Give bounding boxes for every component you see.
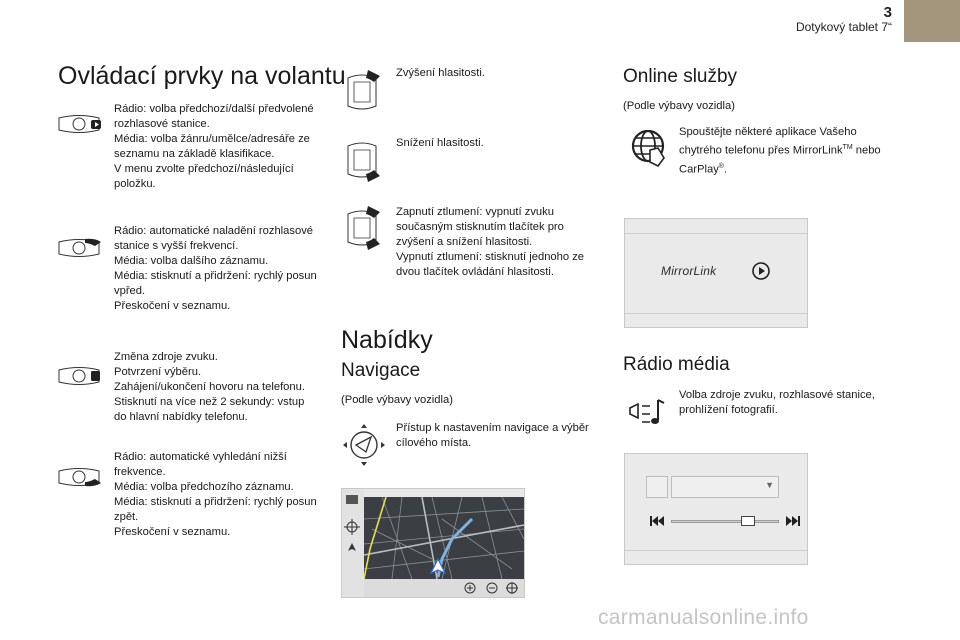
section-title-navigation: Navigace: [341, 360, 421, 381]
globe-hand-icon: [628, 128, 668, 168]
page-tab: [904, 0, 960, 42]
section-title-steering-controls: Ovládací prvky na volantu: [58, 62, 346, 90]
online-text: Spouštějte některé aplikace Vašeho chytrého telefonu přes MirrorLink™ nebo CarPlay®.: [679, 126, 881, 176]
navigation-note: (Podle výbavy vozidla): [341, 394, 453, 406]
steering-control-ok-icon: [55, 364, 103, 388]
navigation-map: [342, 489, 524, 597]
steering-control-down-icon: [55, 465, 103, 489]
steering-item-1-text: Rádio: volba předchozí/další předvolené rozhlasové stanice. Média: volba žánru/umělce/adresáře ze seznamu na základě klasifikace. V menu zvolte předchozí/následující položku.: [114, 103, 314, 190]
steering-control-mode-icon: [55, 112, 103, 136]
steering-item-4-text: Rádio: automatické vyhledání nižší frekvence. Média: volba předchozího záznamu. Média: stisknutí a přidržení: rychlý posun zpět. Přeskočení v seznamu.: [114, 451, 317, 538]
carplay-icon[interactable]: [751, 261, 771, 281]
volume-up-control-icon: [342, 68, 382, 114]
steering-control-up-icon: [55, 236, 103, 260]
radio-media-text: Volba zdroje zvuku, rozhlasové stanice, prohlížení fotografií.: [679, 389, 875, 416]
online-note: (Podle výbavy vozidla): [623, 100, 735, 112]
radio-media-screen: [624, 453, 808, 565]
navigation-icon: [342, 422, 386, 468]
music-note-icon: [628, 398, 668, 428]
volume-down-text: Snížení hlasitosti.: [396, 137, 484, 149]
seek-slider[interactable]: [671, 520, 779, 523]
source-select[interactable]: [671, 476, 779, 498]
running-title: Dotykový tablet 7“: [795, 20, 892, 34]
navigation-text: Přístup k nastavením navigace a výběr cílového místa.: [396, 422, 589, 449]
mute-text: Zapnutí ztlumení: vypnutí zvuku současným stisknutím tlačítek pro zvýšení a snížení hlasitosti. Vypnutí ztlumení: stisknutí jednoho ze dvou tlačítek ovládání hlasitosti.: [396, 206, 585, 278]
watermark: carmanualsonline.info: [598, 606, 809, 629]
volume-up-text: Zvýšení hlasitosti.: [396, 67, 485, 79]
mirrorlink-screen: [624, 218, 808, 328]
next-track-icon[interactable]: [785, 515, 801, 527]
seek-handle[interactable]: [741, 516, 755, 526]
navigation-screen: [341, 488, 525, 598]
steering-item-3-text: Změna zdroje zvuku. Potvrzení výběru. Zahájení/ukončení hovoru na telefonu. Stisknutí na více než 2 sekundy: vstup do hlavní nabídky telefonu.: [114, 351, 305, 423]
chevron-down-icon: ▼: [765, 480, 774, 490]
section-title-online-services: Online služby: [623, 66, 738, 87]
steering-item-2-text: Rádio: automatické naladění rozhlasové stanice s vyšší frekvencí. Média: volba dalšího záznamu. Média: stisknutí a přidržení: rychlý posun vpřed. Přeskočení v seznamu.: [114, 225, 317, 312]
source-button[interactable]: [646, 476, 668, 498]
mirrorlink-logo[interactable]: MirrorLink: [661, 264, 717, 278]
mute-control-icon: [342, 206, 382, 252]
volume-down-control-icon: [342, 138, 382, 184]
section-title-menus: Nabídky: [341, 326, 433, 354]
previous-track-icon[interactable]: [649, 515, 665, 527]
section-title-radio-media: Rádio média: [623, 354, 730, 375]
page-number: 3: [883, 4, 892, 21]
